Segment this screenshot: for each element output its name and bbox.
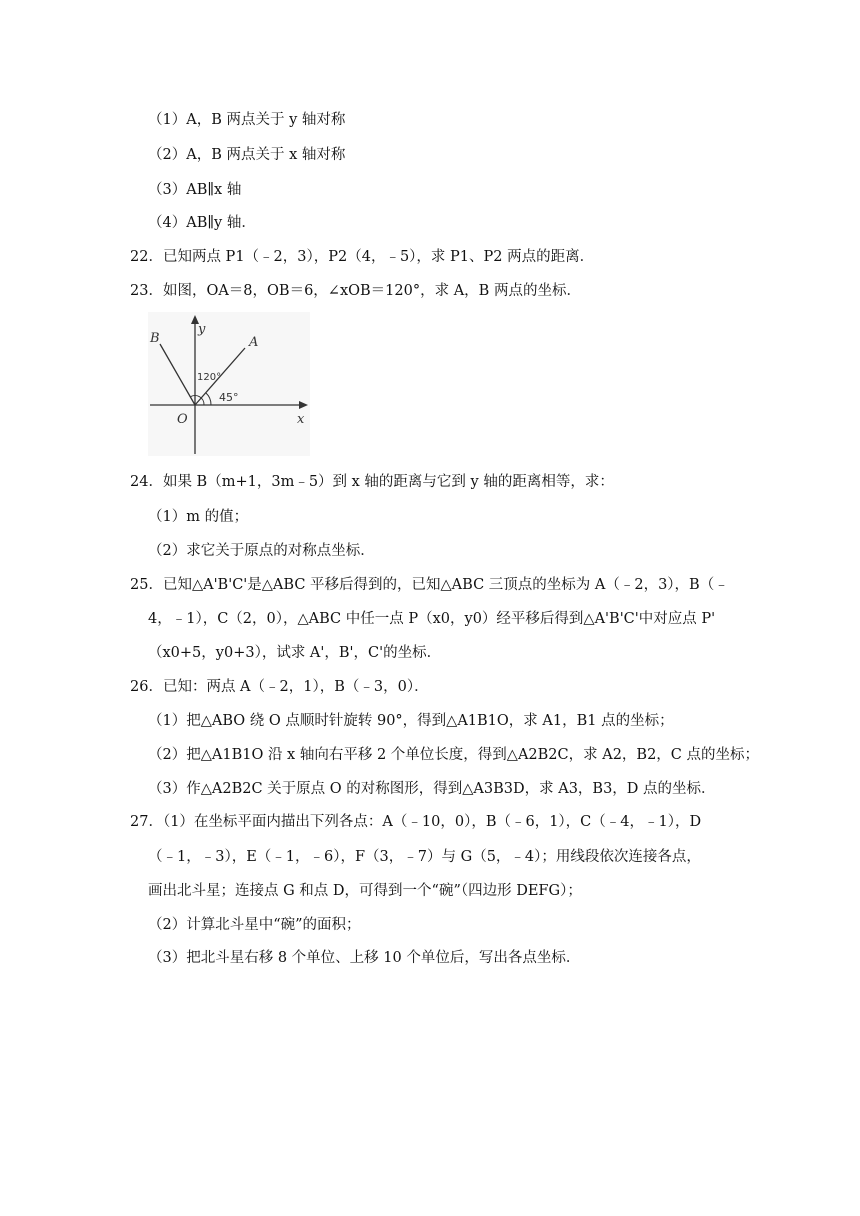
q26-part2: （2）把△A1B1O 沿 x 轴向右平移 2 个单位长度，得到△A2B2C，求 A2，B2，C 点的坐标； xyxy=(148,747,760,763)
question-24: 24．如果 B（m+1，3m﹣5）到 x 轴的距离与它到 y 轴的距离相等，求： xyxy=(130,474,614,490)
q26-part1: （1）把△ABO 绕 O 点顺时针旋转 90°，得到△A1B1O，求 A1，B1 点的坐标； xyxy=(148,713,674,729)
question-25-line1: 25．已知△A'B'C'是△ABC 平移后得到的，已知△ABC 三顶点的坐标为 A（﹣2，3），B（﹣ xyxy=(130,577,729,593)
q24-part2: （2）求它关于原点的对称点坐标． xyxy=(148,543,375,559)
angle-45-label: 45° xyxy=(219,391,239,404)
q27-part2: （2）计算北斗星中“碗”的面积； xyxy=(148,917,361,933)
point-b-label: B xyxy=(150,331,160,346)
q21-part3: （3）AB∥x 轴 xyxy=(148,182,242,198)
origin-label: O xyxy=(177,412,188,427)
y-axis-label: y xyxy=(198,322,206,337)
question-23: 23．如图，OA＝8，OB＝6，∠xOB＝120°，求 A，B 两点的坐标． xyxy=(130,283,581,299)
question-25-line3: （x0+5，y0+3），试求 A'，B'，C'的坐标． xyxy=(148,645,442,661)
question-22: 22．已知两点 P1（﹣2，3），P2（4，﹣5），求 P1、P2 两点的距离． xyxy=(130,249,595,265)
x-axis-label: x xyxy=(297,412,305,427)
q21-part2: （2）A，B 两点关于 x 轴对称 xyxy=(148,147,346,163)
question-27-line3: 画出北斗星；连接点 G 和点 D，可得到一个“碗”（四边形 DEFG）； xyxy=(148,883,582,899)
question-27-line1: 27．（1）在坐标平面内描出下列各点：A（﹣10，0），B（﹣6，1），C（﹣4，﹣1），D xyxy=(130,814,702,830)
q24-part1: （1）m 的值； xyxy=(148,509,249,525)
q27-part3: （3）把北斗星右移 8 个单位、上移 10 个单位后，写出各点坐标． xyxy=(148,950,581,966)
question-27-line2: （﹣1，﹣3），E（﹣1，﹣6），F（3，﹣7）与 G（5，﹣4）；用线段依次连接各点， xyxy=(148,849,701,865)
q26-part3: （3）作△A2B2C 关于原点 O 的对称图形，得到△A3B3D，求 A3，B3，D 点的坐标． xyxy=(148,781,716,797)
angle-figure xyxy=(148,312,310,456)
q21-part1: （1）A，B 两点关于 y 轴对称 xyxy=(148,112,346,128)
question-26: 26．已知：两点 A（﹣2，1），B（﹣3，0）． xyxy=(130,679,429,695)
question-25-line2: 4，﹣1），C（2，0），△ABC 中任一点 P（x0，y0）经平移后得到△A'B'C'中对应点 P' xyxy=(148,611,716,627)
angle-120-label: 120° xyxy=(197,372,222,383)
q21-part4: （4）AB∥y 轴． xyxy=(148,215,256,231)
figure-background xyxy=(148,312,310,456)
point-a-label: A xyxy=(249,335,259,350)
